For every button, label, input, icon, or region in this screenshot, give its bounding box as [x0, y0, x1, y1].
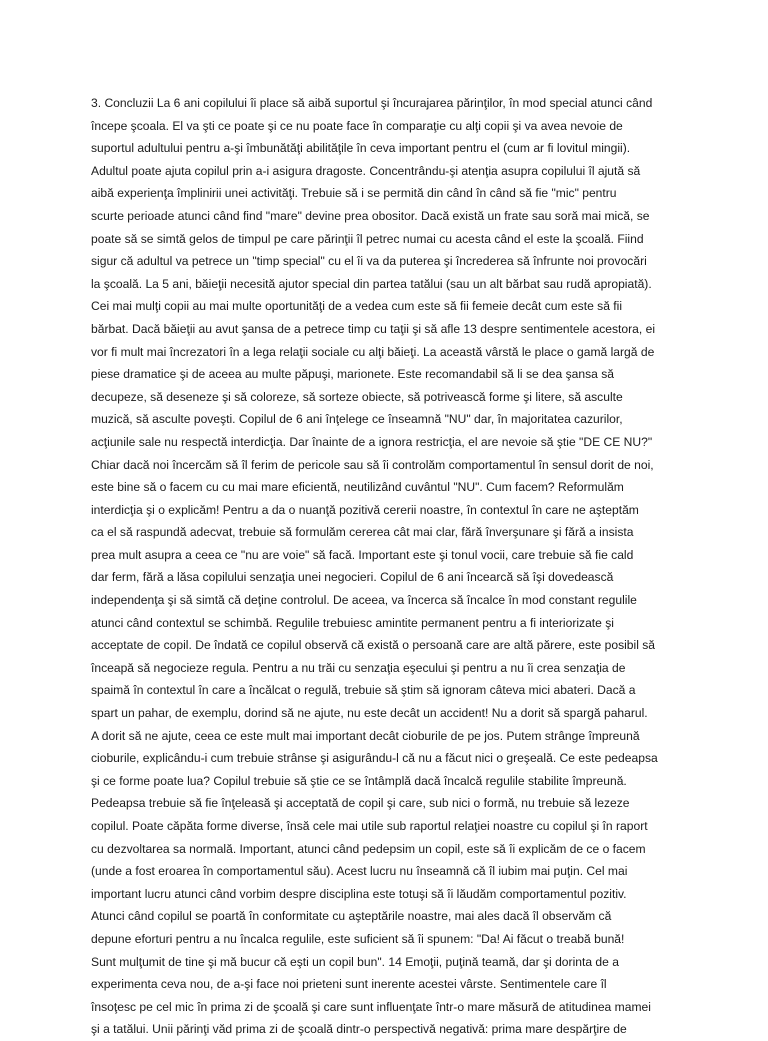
text-line: acţiunile sale nu respectă interdicţia. Dar înainte de a ignora restricţia, el are nevoie să ştie "DE CE NU?": [91, 434, 653, 449]
text-line: poate să se simtă gelos de timpul pe care părinţii îl petrec numai cu acesta când el este la şcoală. Fiind: [91, 231, 644, 246]
text-line: experimenta ceva nou, de a-şi face noi prieteni sunt inerente acestei vârste. Sentimentele care îl: [91, 977, 607, 992]
text-line: sigur că adultul va petrece un "timp special" cu el îi va da puterea şi încrederea să înfrunte noi provocări: [91, 254, 647, 269]
text-line: Atunci când copilul se poartă în conformitate cu aşteptările noastre, mai ales dacă îl observăm că: [91, 909, 612, 924]
text-line: este bine să o facem cu cu mai mare eficientă, neutilizând cuvântul "NU". Cum facem? Reformulăm: [91, 480, 624, 495]
text-line: înceapă să negocieze regula. Pentru a nu trăi cu senzaţia eşecului şi pentru a nu îi crea senzaţia de: [91, 660, 626, 675]
text-line: independenţa şi să simtă că deţine controlul. De aceea, va încerca să încalce în mod constant regulile: [91, 593, 637, 608]
text-line: muzică, să asculte poveşti. Copilul de 6 ani înţelege ce înseamnă "NU" dar, în majoritatea cazurilor,: [91, 412, 623, 427]
text-line: acceptate de copil. De îndată ce copilul observă că există o persoană care are altă părere, este posibil să: [91, 638, 656, 653]
text-line: decupeze, să deseneze şi să coloreze, să sorteze obiecte, să potrivească forme şi litere, să asculte: [91, 389, 623, 404]
text-line: cu dezvoltarea sa normală. Important, atunci când pedepsim un copil, este să îi explicăm de ce o facem: [91, 841, 646, 856]
text-line: începe şcoala. El va şti ce poate şi ce nu poate face în comparaţie cu alţi copii şi va avea nevoie de: [91, 118, 623, 133]
text-line: A dorit să ne ajute, ceea ce este mult mai important decât cioburile de pe jos. Putem strânge împreună: [91, 728, 640, 743]
text-line: spaimă în contextul în care a încălcat o regulă, trebuie să ştim să ignoram câteva mici abateri. Dacă a: [91, 683, 636, 698]
text-line: piese dramatice şi de aceea au multe păpuşi, marionete. Este recomandabil să li se dea şansa să: [91, 367, 615, 382]
text-line: atunci când contextul se schimbă. Regulile trebuiesc amintite permanent pentru a fi interiorizate şi: [91, 615, 614, 630]
text-line: prea mult asupra a ceea ce "nu are voie" să facă. Important este şi tonul vocii, care trebuie să fie cald: [91, 547, 634, 562]
text-line: Sunt mulţumit de tine şi mă bucur că eşti un copil bun". 14 Emoţii, puţină teamă, dar şi dorinta de a: [91, 954, 619, 969]
text-line: copilul. Poate căpăta forme diverse, însă cele mai utile sub raportul relaţiei noastre cu copilul şi în raport: [91, 819, 648, 833]
text-line: (unde a fost eroarea în comportamentul său). Acest lucru nu înseamnă că îl iubim mai puţin. Cel mai: [91, 864, 628, 879]
text-line: şi ce forme poate lua? Copilul trebuie să ştie ce se întâmplă dacă încalcă regulile stabilite împreună.: [91, 773, 627, 788]
text-line: suportul adultului pentru a-şi îmbunătăţi abilităţile în ceva important pentru el (cum ar fi lovitul mingii).: [91, 141, 631, 156]
text-line: scurte perioade atunci când find "mare" devine prea obositor. Dacă există un frate sau soră mai mică, se: [91, 208, 650, 223]
text-line: aibă experienţa împlinirii unei activităţi. Trebuie să i se permită din când în când să fie "mic" pentru: [91, 186, 617, 201]
document-body-text: [91, 92, 677, 1041]
text-line: la şcoală. La 5 ani, băieţii necesită ajutor special din partea tatălui (sau un alt bărbat sau rudă apropiată).: [91, 276, 652, 291]
text-line: vor fi mult mai încrezatori în a lega relaţii sociale cu alţi băieţi. La această vârstă le place o gamă largă de: [91, 344, 655, 359]
text-line: şi a tatălui. Unii părinţi văd prima zi de şcoală dintr-o perspectivă negativă: prima mare despărţire de: [91, 1022, 627, 1037]
text-line: depune eforturi pentru a nu încalca regulile, este suficient să îi spunem: "Da! Ai făcut o treabă bună!: [91, 931, 625, 946]
text-line: Pedeapsa trebuie să fie înţeleasă şi acceptată de copil şi care, sub nici o formă, nu trebuie să lezeze: [91, 796, 630, 811]
text-line: bărbat. Dacă băieţii au avut şansa de a petrece timp cu taţii şi să afle 13 despre sentimentele acestora, ei: [91, 321, 656, 336]
text-line: Cei mai mulţi copii au mai multe oportunităţi de a vedea cum este să fii femeie decât cum este să fii: [91, 299, 623, 314]
text-line: dar ferm, fără a lăsa copilului senzaţia unei negocieri. Copilul de 6 ani încearcă să îşi dovedească: [91, 570, 614, 585]
text-line: Adultul poate ajuta copilul prin a-i asigura dragoste. Concentrându-şi atenţia asupra copilului îl ajută să: [91, 163, 641, 178]
text-line: cioburile, explicându-i cum trebuie strânse şi asigurându-l că nu a făcut nici o greşeală. Ce este pedeapsa: [91, 751, 658, 766]
text-line: Chiar dacă noi încercăm să îl ferim de pericole sau să îi controlăm comportamentul în sensul dorit de noi,: [91, 457, 654, 472]
text-line: spart un pahar, de exemplu, dorind să ne ajute, nu este decât un accident! Nu a dorit să spargă paharul.: [91, 706, 648, 721]
text-line: însoţesc pe cel mic în prima zi de şcoală şi care sunt influenţate într-o mare măsură de atitudinea mamei: [91, 999, 651, 1014]
text-line: 3. Concluzii La 6 ani copilului îi place să aibă suportul şi încurajarea părinţilor, în mod special atunci când: [91, 96, 653, 110]
text-line: ca el să raspundă adecvat, trebuie să formulăm cererea cât mai clar, fără înverşunare şi fără a insista: [91, 525, 634, 540]
text-line: important lucru atunci când vorbim despre disciplina este totuşi să îi lăudăm comportamentul pozitiv.: [91, 886, 627, 901]
text-line: interdicţia şi o explicăm! Pentru a da o nuanţă pozitivă cererii noastre, în contextul în care ne aşteptăm: [91, 502, 639, 517]
